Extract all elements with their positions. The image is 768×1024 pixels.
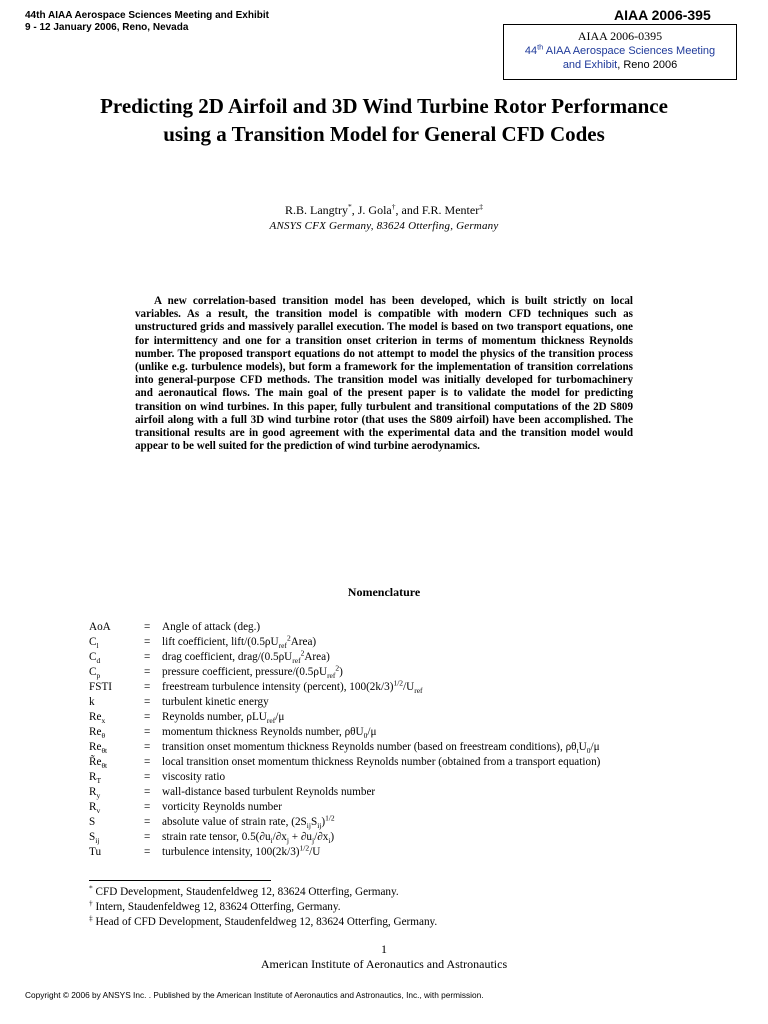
- nomenclature-symbol: $Re_\theta$: [89, 726, 106, 741]
- equals-sign: =: [144, 711, 151, 723]
- nomenclature-symbol: $C_l$: [89, 636, 99, 651]
- nomenclature-definition: absolute value of strain rate, $(2S_{ij}S_{ij})^{1/2}$: [162, 813, 335, 831]
- paper-title: Predicting 2D Airfoil and 3D Wind Turbine Rotor Performance using a Transition Model for General CFD Codes: [100, 94, 668, 146]
- nomenclature-definition: transition onset momentum thickness Reynolds number (based on freestream conditions), $\rho\theta_tU_0/\mu$: [162, 741, 600, 756]
- nomenclature-definition: lift coefficient, lift/$(0.5\rho U_{ref}^2Area)$: [162, 633, 317, 651]
- conference-name: 44th AIAA Aerospace Sciences Meeting and Exhibit: [25, 10, 269, 21]
- equals-sign: =: [144, 756, 151, 768]
- nomenclature-symbol: $C_p$: [89, 666, 101, 681]
- equals-sign: =: [144, 801, 151, 813]
- nomenclature-symbol: $Re_{\theta t}$: [89, 741, 108, 756]
- aiaa-box-meeting[interactable]: [504, 44, 736, 58]
- nomenclature-row: [89, 695, 759, 710]
- affiliation: ANSYS CFX Germany, 83624 Otterfing, Germany: [269, 220, 499, 232]
- equals-sign: =: [144, 741, 151, 753]
- nomenclature-definition: local transition onset momentum thickness Reynolds number (obtained from a transport equation): [162, 756, 601, 768]
- nomenclature-symbol: $Re_x$: [89, 711, 106, 726]
- nomenclature-row: [89, 815, 759, 830]
- nomenclature-row: [89, 770, 759, 785]
- nomenclature-symbol: $C_d$: [89, 651, 101, 666]
- equals-sign: =: [144, 651, 151, 663]
- footnote-3: ‡ Head of CFD Development, Staudenfeldweg 12, 83624 Otterfing, Germany.: [89, 913, 438, 928]
- footnote-1: * CFD Development, Staudenfeldweg 12, 83624 Otterfing, Germany.: [89, 883, 399, 898]
- nomenclature-definition: pressure coefficient, pressure/$(0.5\rho U_{ref}^2)$: [162, 663, 343, 681]
- conference-dates: 9 - 12 January 2006, Reno, Nevada: [25, 22, 189, 33]
- aiaa-box-ordinal: 44: [524, 45, 538, 57]
- paper-number: AIAA 2006-395: [614, 7, 711, 23]
- author-3-mark: ‡: [479, 202, 483, 211]
- equals-sign: =: [144, 666, 151, 678]
- author-line: [80, 203, 688, 218]
- footnote-2: † Intern, Staudenfeldweg 12, 83624 Otterfing, Germany.: [89, 898, 341, 913]
- nomenclature-list: [89, 620, 759, 860]
- equals-sign: =: [144, 621, 151, 633]
- equals-sign: =: [144, 816, 151, 828]
- nomenclature-definition: Reynolds number, ρLU$_{ref}$/μ: [162, 711, 285, 726]
- equals-sign: =: [144, 696, 151, 708]
- equals-sign: =: [144, 846, 151, 858]
- nomenclature-symbol: AoA: [89, 621, 111, 633]
- nomenclature-symbol: $S_{ij}$: [89, 831, 100, 846]
- equals-sign: =: [144, 831, 151, 843]
- equals-sign: =: [144, 771, 151, 783]
- aiaa-box-meeting-name: AIAA Aerospace Sciences Meeting: [543, 45, 716, 57]
- nomenclature-row: [89, 650, 759, 665]
- nomenclature-definition: drag coefficient, drag/$(0.5\rho U_{ref}^2Area)$: [162, 648, 330, 666]
- nomenclature-symbol: $R̃e_{\theta t}$: [89, 756, 108, 771]
- nomenclature-row: [89, 740, 759, 755]
- nomenclature-definition: freestream turbulence intensity (percent), $100(2k/3)^{1/2}/U_{ref}$: [162, 678, 423, 696]
- nomenclature-symbol: $R_T$: [89, 771, 102, 786]
- equals-sign: =: [144, 786, 151, 798]
- footnotes: [89, 885, 437, 930]
- page-number: 1: [381, 942, 387, 956]
- nomenclature-definition: strain rate tensor, $0.5(\partial u_i/\partial x_j + \partial u_j/\partial x_i)$: [162, 831, 335, 846]
- nomenclature-definition: turbulence intensity, $100(2k/3)^{1/2}/U$: [162, 843, 321, 858]
- nomenclature-definition: momentum thickness Reynolds number, ρθU$_0$/μ: [162, 726, 377, 741]
- nomenclature-symbol: FSTI: [89, 681, 113, 693]
- nomenclature-row: [89, 785, 759, 800]
- nomenclature-row: [89, 665, 759, 680]
- conference-header: [25, 10, 269, 34]
- nomenclature-symbol: k: [89, 696, 95, 708]
- nomenclature-row: [89, 845, 759, 860]
- aiaa-citation-box: [503, 24, 737, 80]
- abstract: A new correlation-based transition model has been developed, which is built strictly on local variables. As a result, the transition model is compatible with modern CFD techniques such as unstructured grids and massively parallel execution. The model is based on two transport equations, one for intermittency and one for a transition onset criterion in terms of momentum thickness Reynolds number. The proposed transport equations do not attempt to model the physics of the transition process (unlike e.g. turbulence models), but form a framework for the implementation of transition correlations into general-purpose CFD methods. The transition model was initially developed for turbomachinery and aeronautical flows. The main goal of the present paper is to validate the model for predicting transition on wind turbines. In this paper, fully turbulent and transitional computations of the 2D S809 airfoil along with a full 3D wind turbine rotor (that uses the S809 airfoil) have been accomplished. The transitional results are in good agreement with the experimental data and the transition model would appear to be well suited for the prediction of wind turbine aerodynamics.: [135, 295, 633, 453]
- author-2: , J. Gola: [351, 203, 392, 217]
- aiaa-box-exhibit-link: and Exhibit: [562, 59, 618, 71]
- aiaa-box-location[interactable]: [504, 58, 736, 72]
- copyright-notice: Copyright © 2006 by ANSYS Inc. . Published by the American Institute of Aeronautics and Astronautics, Inc., with permission.: [25, 990, 484, 1000]
- aiaa-box-number: AIAA 2006-0395: [577, 29, 663, 43]
- nomenclature-row: [89, 755, 759, 770]
- aiaa-box-ordinal-suffix: th: [537, 42, 544, 52]
- equals-sign: =: [144, 636, 151, 648]
- author-1: R.B. Langtry: [285, 203, 349, 217]
- nomenclature-symbol: S: [89, 816, 96, 828]
- aiaa-box-city: , Reno 2006: [617, 59, 678, 71]
- footnote-separator: [89, 880, 271, 881]
- nomenclature-row: [89, 680, 759, 695]
- nomenclature-symbol: Tu: [89, 846, 102, 858]
- author-2-mark: †: [391, 202, 396, 211]
- nomenclature-row: [89, 710, 759, 725]
- nomenclature-definition: viscosity ratio: [162, 771, 226, 783]
- nomenclature-row: [89, 635, 759, 650]
- nomenclature-row: [89, 830, 759, 845]
- author-1-mark: *: [348, 202, 352, 211]
- nomenclature-row: [89, 620, 759, 635]
- nomenclature-definition: turbulent kinetic energy: [162, 696, 269, 708]
- nomenclature-symbol: $R_v$: [89, 801, 101, 816]
- nomenclature-definition: wall-distance based turbulent Reynolds number: [162, 786, 376, 798]
- nomenclature-row: [89, 725, 759, 740]
- author-3: , and F.R. Menter: [395, 203, 480, 217]
- nomenclature-heading: Nomenclature: [347, 585, 421, 599]
- nomenclature-definition: vorticity Reynolds number: [162, 801, 282, 813]
- equals-sign: =: [144, 726, 151, 738]
- publisher-name: American Institute of Aeronautics and Astronautics: [260, 957, 508, 971]
- nomenclature-definition: Angle of attack (deg.): [162, 621, 261, 633]
- nomenclature-symbol: $R_y$: [89, 786, 101, 801]
- nomenclature-row: [89, 800, 759, 815]
- equals-sign: =: [144, 681, 151, 693]
